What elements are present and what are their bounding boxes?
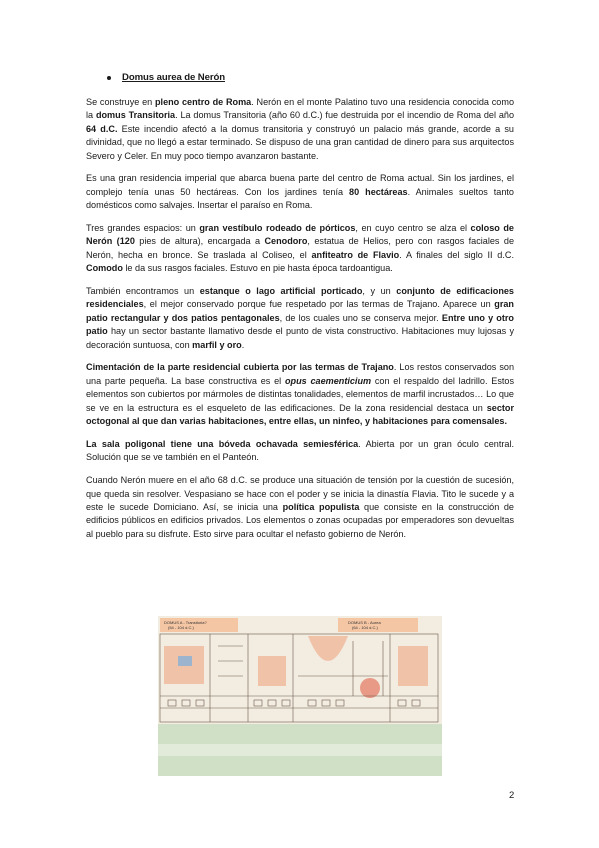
section-heading-text: Domus aurea de Nerón	[122, 72, 226, 83]
text-run: . A finales del siglo II d.C.	[399, 249, 514, 260]
figure-courtyard-mid	[258, 656, 286, 686]
bold-text: marfil y oro	[192, 339, 242, 350]
text-run: . Nerón en el monte Palatino tuvo una residencia conocida como la	[86, 97, 514, 121]
section-heading	[104, 72, 225, 83]
bold-text: gran patio rectangular y dos patios pentagonales	[86, 299, 514, 323]
figure-octagonal-hall	[360, 678, 380, 698]
bold-text: conjunto de edificaciones residenciales	[86, 286, 514, 310]
text-run: Es una gran residencia imperial que abarca buena parte del centro de Roma actual. Sin los jardines, el complejo tenía unas 50 hectáreas. Con los jardines tenía	[86, 173, 514, 197]
bold-text: pleno centro de Roma	[154, 97, 252, 107]
text-run: pies de altura), encargada a	[134, 236, 265, 247]
figure-label-left: DOMUS A - Transitoria?	[164, 620, 207, 625]
bold-text: coloso de Nerón (120	[86, 223, 514, 247]
body-paragraph	[86, 361, 514, 428]
figure-pool	[178, 656, 192, 666]
domus-plan-figure	[158, 616, 442, 776]
figure-courtyard-right	[398, 646, 428, 686]
bold-text: estanque o lago artificial porticado	[199, 286, 363, 297]
bold-text: anfiteatro de Flavio	[311, 249, 400, 260]
body-paragraph	[86, 285, 514, 352]
figure-ground-strip	[158, 744, 442, 756]
bold-text: Comodo	[86, 263, 123, 274]
text-run: , estatua de Helios, pero con rasgos faciales de Nerón, hecha en bronce. Se traslada al Coliseo, el	[86, 236, 515, 260]
text-run: Tres grandes espacios: un	[86, 223, 200, 234]
document-body	[86, 96, 514, 551]
body-paragraph	[86, 222, 514, 276]
text-run: .	[241, 339, 245, 350]
text-run: Este incendio afectó a la domus transitoria y construyó un palacio más grande, acorde a su divinidad, que no llegó a estar terminado. Se dispuso de una gran cantidad de dinero para sus arquitectos Severo y Celer. En muy poco tiempo avanzaron bastante.	[86, 123, 514, 161]
bold-text: Cenodoro	[264, 236, 308, 247]
text-run: , de los cuales uno se conserva mejor.	[279, 312, 442, 323]
text-run: , el mejor conservado porque fue respetado por las termas de Trajano. Aparece un	[143, 299, 495, 310]
text-run: . Abierta por un gran óculo central. Solución que se ve también en el Panteón.	[86, 438, 514, 463]
bold-text: domus Transitoria	[95, 110, 176, 121]
body-paragraph	[86, 96, 514, 163]
text-run: , y un	[362, 286, 397, 297]
text-run: Se construye en	[86, 97, 155, 107]
bold-text: sector octogonal al que dan varias habitaciones, entre ellas, un ninfeo, y habitaciones para comensales.	[86, 402, 514, 427]
bold-text: 64 d.C.	[86, 123, 118, 134]
text-run: hay un sector bastante llamativo desde el punto de vista constructivo. Habitaciones muy lujosas y decoración suntuosa, con	[86, 326, 514, 350]
text-run: Cuando Nerón muere en el año 68 d.C. se produce una situación de tensión por la cuestión de sucesión, que queda sin resolver. Vespasiano se hace con el poder y se inicia la dinastía Flavia. Tito le sucede y a este le sucede Domiciano. Así, se inicia una	[86, 475, 514, 512]
figure-label-right-sub: (64 - 104 d.C.)	[352, 625, 378, 630]
body-paragraph	[86, 474, 514, 541]
body-paragraph	[86, 438, 514, 465]
text-run: que consiste en la construcción de edificios públicos en edificios privados. Los elementos o zonas ocupadas por emperadores son devueltas al pueblo para su disfrute. Esto sirve para ocultar el nefasto gobierno de Nerón.	[86, 501, 514, 539]
figure-label-right: DOMUS B - Aurea	[348, 620, 381, 625]
text-run: . La domus Transitoria (año 60 d.C.) fue destruida por el incendio de Roma del año	[175, 110, 515, 121]
text-run: le da sus rasgos faciales. Estuvo en pie hasta época tardoantigua.	[122, 263, 393, 274]
text-run: . Animales sueltos tanto domésticos como salvajes. Insertar el paraíso en Roma.	[86, 186, 514, 211]
body-paragraph	[86, 172, 514, 212]
bold-text: Cimentación de la parte residencial cubierta por las termas de Trajano	[86, 362, 394, 373]
bold-text: gran vestíbulo rodeado de pórticos	[199, 223, 356, 234]
bold-text: La sala poligonal tiene una bóveda ochavada semiesférica	[86, 438, 359, 449]
bold-text: política populista	[282, 501, 360, 512]
text-run: , en cuyo centro se alza el	[355, 223, 471, 234]
figure-label-left-sub: (54 - 104 d.C.)	[168, 625, 194, 630]
text-run: . Los restos conservados son una parte pequeña. La base constructiva es el	[86, 362, 515, 386]
text-run: También encontramos un	[86, 286, 200, 297]
bold-text: opus caementicium	[284, 375, 372, 386]
bold-text: 80 hectáreas	[349, 186, 408, 197]
page-number: 2	[509, 790, 515, 801]
text-run: con el respaldo del ladrillo. Estos elementos son cubiertos por mármoles de distintas tonalidades, elementos de marfil incrustados… Lo que se ve en la estructura es el esqueleto de las edificaciones. De la zona residencial destaca un	[86, 375, 514, 413]
bold-text: Entre uno y otro patio	[86, 312, 514, 337]
